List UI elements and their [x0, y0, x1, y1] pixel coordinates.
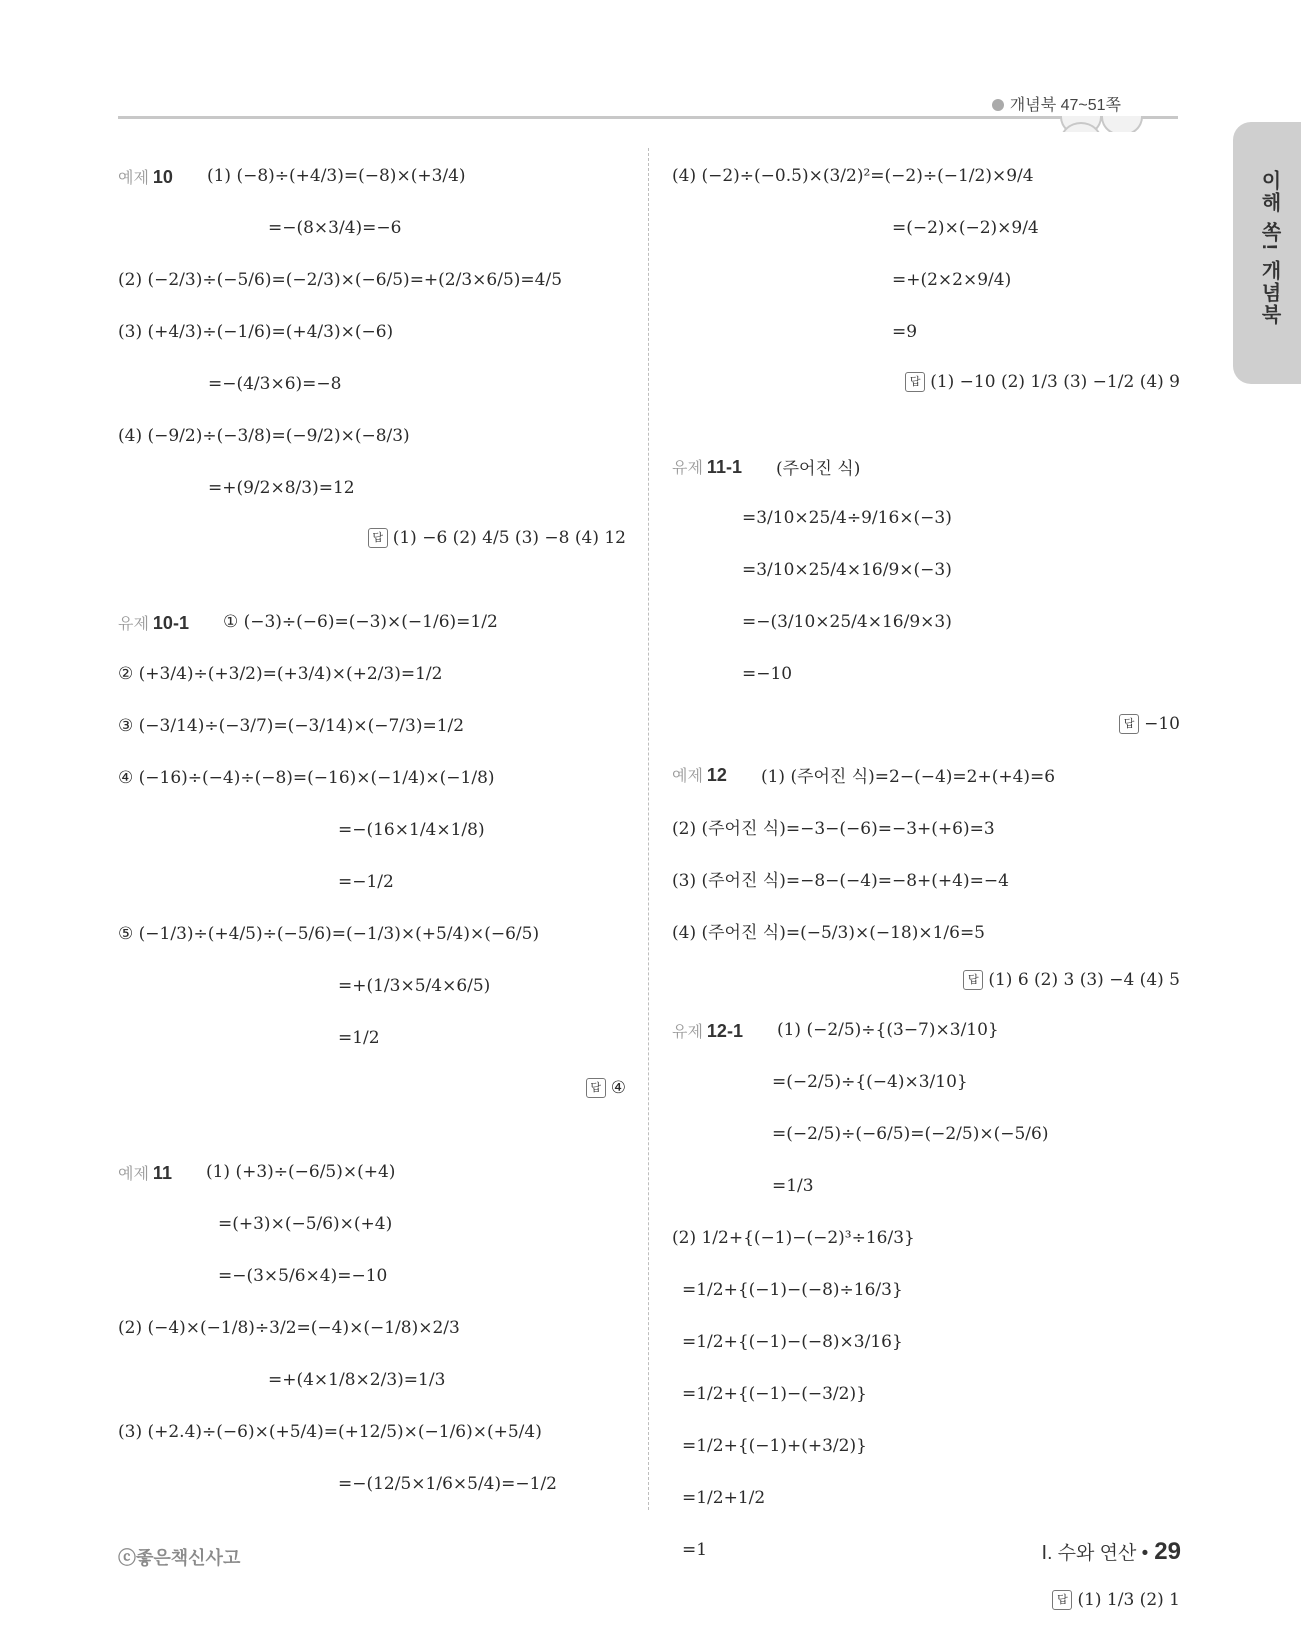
equation-text: (2) 1/2+{(−1)−(−2)³÷16/3} — [672, 1228, 915, 1248]
equation-line — [672, 1472, 1180, 1524]
equation-text: =1/3 — [772, 1176, 814, 1196]
equation-line — [672, 800, 1180, 852]
answer-line — [672, 358, 1180, 406]
equation-text: ⑤ (−1/3)÷(+4/5)÷(−5/6)=(−1/3)×(+5/4)×(−6/5) — [118, 924, 540, 944]
equation-text: (3) (+4/3)÷(−1/6)=(+4/3)×(−6) — [118, 322, 394, 342]
answer-text: ④ — [610, 1078, 626, 1098]
equation-line — [672, 596, 1180, 648]
bullet-dot-icon — [992, 99, 1004, 111]
problem-kind: 유제 — [672, 459, 703, 477]
footer-bullet: • — [1141, 1543, 1149, 1564]
equation-text: =1 — [682, 1540, 708, 1560]
equation-line — [118, 1302, 626, 1354]
equation-line — [118, 908, 626, 960]
answer-text: (1) −6 (2) 4/5 (3) −8 (4) 12 — [392, 528, 626, 548]
equation-text: =1/2+{(−1)+(+3/2)} — [682, 1436, 867, 1456]
equation-line — [672, 492, 1180, 544]
problem-label — [118, 165, 173, 188]
equation-text: =−(3×5/6×4)=−10 — [218, 1266, 388, 1286]
equation-text: =3/10×25/4×16/9×(−3) — [742, 560, 952, 580]
equation-text: =(−2/5)÷(−6/5)=(−2/5)×(−5/6) — [772, 1124, 1049, 1144]
equation-line — [118, 1458, 626, 1510]
equation-text: (1) (−2/5)÷{(3−7)×3/10} — [776, 1020, 999, 1040]
equation-line — [118, 1406, 626, 1458]
equation-text: (주어진 식) — [775, 458, 861, 479]
equation-line — [118, 804, 626, 856]
equation-line — [118, 358, 626, 410]
side-tab-label: 이해 쏙! 개념북 — [1258, 170, 1280, 326]
answer-line — [672, 1576, 1180, 1624]
block-spacer — [118, 1112, 626, 1146]
problem-heading — [672, 440, 1180, 492]
equation-text: =−(4/3×6)=−8 — [208, 374, 342, 394]
equation-line — [118, 1198, 626, 1250]
column-divider — [648, 148, 649, 1510]
side-section-tab — [1233, 122, 1301, 384]
equation-line — [672, 1160, 1180, 1212]
equation-line — [118, 752, 626, 804]
equation-line — [118, 700, 626, 752]
equation-text: ① (−3)÷(−6)=(−3)×(−1/6)=1/2 — [222, 612, 498, 632]
equation-text: ③ (−3/14)÷(−3/7)=(−3/14)×(−7/3)=1/2 — [118, 716, 465, 736]
concept-book-reference: 개념북 47~51쪽 — [992, 92, 1121, 115]
equation-text: (2) (주어진 식)=−3−(−6)=−3+(+6)=3 — [672, 818, 995, 839]
equation-line — [672, 150, 1180, 202]
equation-line — [118, 960, 626, 1012]
answer-mark-icon: 답 — [905, 372, 925, 392]
equation-text: (1) (−8)÷(+4/3)=(−8)×(+3/4) — [206, 166, 466, 186]
problem-kind: 예제 — [118, 169, 149, 187]
equation-line — [672, 202, 1180, 254]
equation-line — [672, 254, 1180, 306]
equation-line — [118, 410, 626, 462]
problem-heading — [118, 1146, 626, 1198]
equation-text: =−1/2 — [338, 872, 394, 892]
equation-line — [672, 1420, 1180, 1472]
equation-text: =−10 — [742, 664, 793, 684]
equation-text: (4) (−9/2)÷(−3/8)=(−9/2)×(−8/3) — [118, 426, 410, 446]
answer-text: (1) 6 (2) 3 (3) −4 (4) 5 — [988, 970, 1180, 990]
problem-kind: 예제 — [672, 767, 703, 785]
left-column — [118, 150, 626, 1510]
equation-line — [672, 904, 1180, 956]
equation-text: (3) (+2.4)÷(−6)×(+5/4)=(+12/5)×(−1/6)×(+5/4) — [118, 1422, 542, 1442]
problem-number: 10-1 — [152, 612, 189, 633]
equation-line — [672, 1056, 1180, 1108]
equation-text: =+(2×2×9/4) — [892, 270, 1012, 290]
problem-heading — [118, 150, 626, 202]
equation-text: =+(9/2×8/3)=12 — [208, 478, 355, 498]
equation-text: =(−2/5)÷{(−4)×3/10} — [772, 1072, 968, 1092]
equation-text: ④ (−16)÷(−4)÷(−8)=(−16)×(−1/4)×(−1/8) — [118, 768, 495, 788]
header-rule — [118, 116, 1178, 119]
equation-text: =(−2)×(−2)×9/4 — [892, 218, 1039, 238]
problem-number: 12 — [706, 764, 727, 785]
equation-line — [672, 306, 1180, 358]
problem-label — [672, 455, 742, 478]
problem-kind: 유제 — [118, 615, 149, 633]
problem-label — [118, 611, 189, 634]
answer-mark-icon: 답 — [1052, 1590, 1072, 1610]
header-scallop-decoration — [1060, 116, 1180, 132]
page-footer — [1042, 1538, 1182, 1566]
problem-heading — [118, 596, 626, 648]
problem-number: 10 — [152, 166, 173, 187]
equation-text: =1/2+{(−1)−(−8)×3/16} — [682, 1332, 903, 1352]
equation-text: =1/2+{(−1)−(−8)÷16/3} — [682, 1280, 903, 1300]
equation-line — [672, 1212, 1180, 1264]
equation-text: =−(16×1/4×1/8) — [338, 820, 485, 840]
equation-text: =−(3/10×25/4×16/9×3) — [742, 612, 952, 632]
answer-mark-icon: 답 — [586, 1078, 606, 1098]
equation-text: =1/2 — [338, 1028, 380, 1048]
equation-line — [672, 544, 1180, 596]
equation-line — [118, 1354, 626, 1406]
answer-line — [118, 1064, 626, 1112]
equation-line — [672, 1316, 1180, 1368]
equation-line — [118, 1012, 626, 1064]
answer-mark-icon: 답 — [368, 528, 388, 548]
equation-text: =1/2+{(−1)−(−3/2)} — [682, 1384, 867, 1404]
problem-number: 11-1 — [706, 456, 742, 477]
problem-heading — [672, 748, 1180, 800]
equation-line — [672, 648, 1180, 700]
problem-label — [118, 1161, 172, 1184]
answer-text: (1) −10 (2) 1/3 (3) −1/2 (4) 9 — [930, 372, 1180, 392]
answer-mark-icon: 답 — [963, 970, 983, 990]
equation-line — [672, 852, 1180, 904]
problem-number: 11 — [152, 1162, 172, 1183]
problem-heading — [672, 1004, 1180, 1056]
equation-text: (1) (+3)÷(−6/5)×(+4) — [205, 1162, 396, 1182]
section-title: Ⅰ. 수와 연산 — [1041, 1543, 1137, 1564]
equation-text: (2) (−2/3)÷(−5/6)=(−2/3)×(−6/5)=+(2/3×6/5)=4/5 — [118, 270, 563, 290]
equation-text: =−(8×3/4)=−6 — [268, 218, 402, 238]
equation-text: =+(1/3×5/4×6/5) — [338, 976, 491, 996]
equation-text: ② (+3/4)÷(+3/2)=(+3/4)×(+2/3)=1/2 — [118, 664, 443, 684]
equation-line — [672, 1108, 1180, 1160]
equation-text: (4) (−2)÷(−0.5)×(3/2)²=(−2)÷(−1/2)×9/4 — [672, 166, 1034, 186]
block-spacer — [118, 562, 626, 596]
answer-text: (1) 1/3 (2) 1 — [1077, 1590, 1180, 1610]
equation-line — [118, 856, 626, 908]
equation-text: (4) (주어진 식)=(−5/3)×(−18)×1/6=5 — [672, 922, 986, 943]
equation-line — [118, 648, 626, 700]
equation-text: =+(4×1/8×2/3)=1/3 — [268, 1370, 446, 1390]
problem-kind: 유제 — [672, 1023, 703, 1041]
equation-line — [672, 1368, 1180, 1420]
equation-text: =3/10×25/4÷9/16×(−3) — [742, 508, 952, 528]
publisher-mark: ⓒ좋은책신사고 — [118, 1548, 241, 1568]
equation-line — [118, 1250, 626, 1302]
block-spacer — [672, 406, 1180, 440]
equation-text: =(+3)×(−5/6)×(+4) — [218, 1214, 393, 1234]
problem-kind: 예제 — [118, 1165, 149, 1183]
answer-text: −10 — [1144, 714, 1180, 734]
equation-line — [118, 202, 626, 254]
answer-line — [672, 700, 1180, 748]
answer-line — [672, 956, 1180, 1004]
equation-text: (2) (−4)×(−1/8)÷3/2=(−4)×(−1/8)×2/3 — [118, 1318, 460, 1338]
problem-label — [672, 1019, 743, 1042]
equation-text: (3) (주어진 식)=−8−(−4)=−8+(+4)=−4 — [672, 870, 1009, 891]
equation-line — [118, 306, 626, 358]
page-number: 29 — [1154, 1538, 1181, 1565]
problem-number: 12-1 — [706, 1020, 743, 1041]
equation-line — [672, 1264, 1180, 1316]
equation-line — [118, 254, 626, 306]
equation-text: =1/2+1/2 — [682, 1488, 766, 1508]
answer-line — [118, 514, 626, 562]
equation-text: (1) (주어진 식)=2−(−4)=2+(+4)=6 — [760, 766, 1056, 787]
equation-line — [118, 462, 626, 514]
equation-text: =−(12/5×1/6×5/4)=−1/2 — [338, 1474, 557, 1494]
answer-mark-icon: 답 — [1119, 714, 1139, 734]
right-column — [672, 150, 1180, 1624]
problem-label — [672, 763, 727, 786]
equation-text: =9 — [892, 322, 918, 342]
